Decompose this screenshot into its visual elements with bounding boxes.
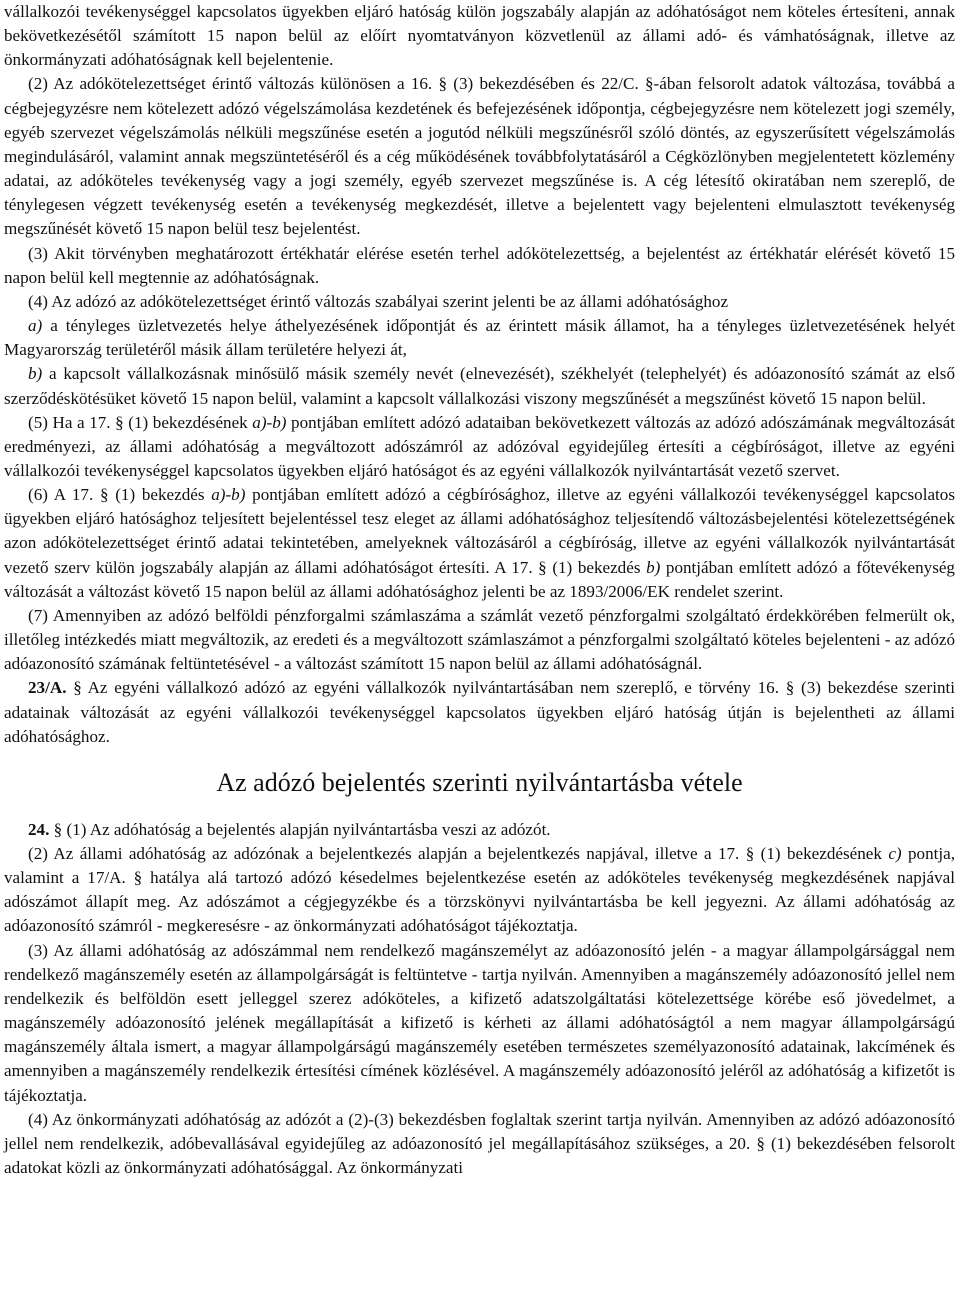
- paragraph: [4, 818, 955, 842]
- paragraph: [4, 842, 955, 939]
- italic-point-label: a)-b): [252, 412, 287, 432]
- paragraph-text: (2) Az állami adóhatóság az adózónak a bejelentkezés alapján a bejelentkezés napjával, illetve a 17. § (1) bekezdésének: [28, 844, 889, 863]
- paragraph-text: a kapcsolt vállalkozásnak minősülő másik személy nevét (elnevezését), székhelyét (telephelyét) és adóazonosító számát az első szerződéskötésüket követő 15 napon belül, valamint a kapcsolt vállalkozási viszony megszűnését a megszűnést követő 15 napon belül.: [4, 364, 955, 408]
- italic-point-label: c): [888, 844, 902, 863]
- paragraph-text: vállalkozói tevékenységgel kapcsolatos ügyekben eljáró hatóság külön jogszabály alapján az adóhatóságot nem köteles értesíteni, annak bekövetkezésétől számított 15 napon belül az előírt nyomtatványon közvetlenül az állami adó- és vámhatóságnak, illetve az önkormányzati adóhatóságnak kell bejelentenie.: [4, 2, 955, 70]
- paragraph-text: (2) Az adókötelezettséget érintő változás különösen a 16. § (3) bekezdésében és 22/C. §-ában felsorolt adatok változása, továbbá a cégbejegyzésre nem kötelezett adózó végelszámolása kezdetének és befejezésének időpontja, cégbejegyzésre nem kötelezett jogi személy, egyéb szervezet végelszámolás nélküli megszűnése esetén a jogutód nélküli megszűnésről szóló döntés, az egyszerűsített végelszámolás megindulásáról, valamint annak megszüntetéséről és a cég működésének továbbfolytatásáról a Cégközlönyben megjelentetett közlemény adatai, az adóköteles tevékenység vagy a jogi személy, egyéb szervezet megszűnése is. A cég létesítő okiratában nem szereplő, de ténylegesen végzett tevékenység esetén a tevékenység megkezdését, illetve a bejelentett vagy bejelenteni elmulasztott tevékenység megszűnését követő 15 napon belül tesz bejelentést.: [4, 74, 955, 239]
- paragraph-text: § Az egyéni vállalkozó adózó az egyéni vállalkozók nyilvántartásában nem szereplő, e törvény 16. § (3) bekezdése szerinti adatainak változását az egyéni vállalkozói tevékenységgel kapcsolatos ügyekben eljáró hatóság útján is bejelentheti az állami adóhatósághoz.: [4, 678, 955, 746]
- paragraph-text: pontja, valamint a 17/A. § hatálya alá tartozó adózó késedelmes bejelentkezése esetén az adóköteles tevékenység megkezdésének napjával adószámot állapít meg. Az adószámot a cégjegyzékbe és a törzskönyvi nyilvántartásba be kell jegyezni. Az állami adóhatóság az adóazonosító számról - megkeresésre - az önkormányzati adóhatóságot tájékoztatja.: [4, 844, 955, 936]
- paragraph: [4, 0, 955, 72]
- paragraph: [4, 1108, 955, 1180]
- paragraph-text: (3) Az állami adóhatóság az adószámmal nem rendelkező magánszemélyt az adóazonosító jelén - a magyar állampolgársággal nem rendelkező magánszemély esetén az állampolgárságát is feltüntetve - tartja nyilván. Amennyiben a magánszemély adóazonosító jellel nem rendelkezik és belföldön esett jelleggel szerez adóköteles, a kifizető adatszolgáltatási kötelezettsége körébe eső jövedelmet, a magánszemély adóazonosító jelének megállapítását a kifizető is kérheti az állami adóhatóságtól a nem magyar állampolgárságú magánszemély általa ismert, a magyar állampolgárságú magánszemély esetében természetes személyazonosító adatainak, lakcímének és amennyiben a magánszemély rendelkezik értesítési címének közlésével. A magánszemély adóazonosító jeléről az adóhatóság a kifizetőt is tájékoztatja.: [4, 940, 955, 1105]
- italic-point-label: a)-b): [211, 485, 246, 505]
- paragraph-text: a tényleges üzletvezetés helye áthelyezésének időpontját és az érintett másik államot, ha a tényleges üzletvezetésének helyét Magyarország területéről másik állam területére helyezi át,: [4, 316, 955, 360]
- paragraph-text: pontjában említett adózó a főtevékenység változását a változást követő 15 napon belül az állami adóhatósághoz jelenti be az 1893/2006/EK rendelet szerint.: [4, 557, 955, 601]
- paragraph: [4, 676, 955, 748]
- paragraph-text: (7) Amennyiben az adózó belföldi pénzforgalmi számlaszáma a számlát vezető pénzforgalmi szolgáltató érdekkörében felmerült ok, illetőleg intézkedés miatt megváltozik, az eredeti és a megváltozott számlaszámot a pénzforgalmi szolgáltató köteles bejelenteni - az adózó adóazonosító számának feltüntetésével - a változást számított 15 napon belül az állami adóhatóságnál.: [4, 605, 955, 674]
- paragraph-text: (5) Ha a 17. § (1) bekezdésének: [28, 412, 253, 432]
- italic-point-label: a): [28, 316, 43, 336]
- paragraph: [4, 604, 955, 676]
- paragraph: [4, 411, 955, 483]
- paragraph: [4, 939, 955, 1108]
- paragraph-text: (6) A 17. § (1) bekezdés: [28, 485, 212, 505]
- paragraph: [4, 72, 955, 241]
- paragraph: [4, 362, 955, 410]
- italic-point-label: b): [646, 557, 661, 577]
- section-heading: Az adózó bejelentés szerinti nyilvántartásba vétele: [216, 767, 743, 797]
- paragraph-text: § (1) Az adóhatóság a bejelentés alapján nyilvántartásba veszi az adózót.: [49, 819, 551, 839]
- paragraph-text: (4) Az adózó az adókötelezettséget érintő változás szabályai szerint jelenti be az állami adóhatósághoz: [28, 291, 729, 311]
- section-number: 24.: [28, 819, 50, 839]
- paragraph: [4, 314, 955, 362]
- paragraph-text: pontjában említett adózó adataiban bekövetkezett változás az adózó adószámának megváltozását eredményezi, az állami adóhatóság a megváltozott adószámról az adózóval egyidejűleg értesíti a cégbíróságot, illetve az egyéni vállalkozói tevékenységgel kapcsolatos ügyekben eljáró hatóságot és az egyéni vállalkozók nyilvántartását vezető szervet.: [4, 412, 955, 480]
- paragraph-text: (3) Akit törvényben meghatározott értékhatár elérése esetén terhel adókötelezettség, a bejelentést az értékhatár elérését követő 15 napon belül kell megtennie az adóhatóságnak.: [4, 243, 955, 287]
- paragraph-text: (4) Az önkormányzati adóhatóság az adózót a (2)-(3) bekezdésben foglaltak szerint tartja nyilván. Amennyiben az adózó adóazonosító jellel nem rendelkezik, adóbevallásával egyidejűleg az adóazonosító jel megállapításához szükséges, a 20. § (1) bekezdésében felsorolt adatokat közli az önkormányzati adóhatósággal. Az önkormányzati: [4, 1109, 955, 1178]
- paragraph-text: pontjában említett adózó a cégbírósághoz, illetve az egyéni vállalkozói tevékenységgel kapcsolatos ügyekben eljáró hatósághoz teljesített bejelentéssel tesz eleget az állami adóhatósághoz teljesítendő változásbejelentési kötelezettségének azon adókötelezettséget érintő adatai tekintetében, amelyeknek változásáról a cégbíróság, illetve az egyéni vállalkozók nyilvántartását vezető szerv külön jogszabály alapján az állami adóhatóságot értesíti. A 17. § (1) bekezdés: [4, 485, 955, 577]
- paragraph: [4, 483, 955, 604]
- italic-point-label: b): [28, 364, 43, 384]
- paragraph: [4, 290, 955, 314]
- document-body-bottom: [4, 818, 955, 1180]
- document-body-top: [4, 0, 955, 749]
- paragraph: [4, 242, 955, 290]
- section-number: 23/A.: [28, 678, 67, 698]
